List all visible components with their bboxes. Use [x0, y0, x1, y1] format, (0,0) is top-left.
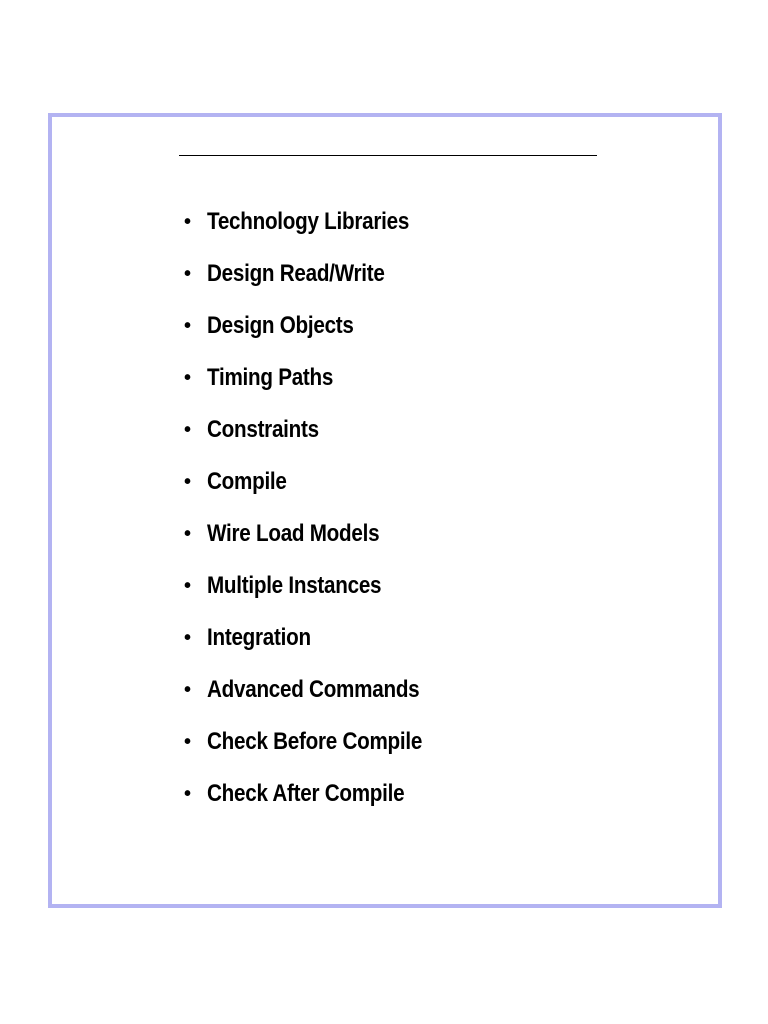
list-item: [179, 560, 457, 612]
topic-label: Constraints: [207, 416, 319, 443]
topic-label: Design Read/Write: [207, 260, 385, 287]
topic-label: Advanced Commands: [207, 676, 420, 703]
slide-frame: [48, 113, 722, 908]
topic-label: Compile: [207, 468, 287, 495]
list-item: [179, 300, 457, 352]
bullet-icon: •: [184, 574, 192, 597]
bullet-icon: •: [184, 730, 192, 753]
bullet-icon: •: [184, 262, 192, 285]
list-item: [179, 664, 457, 716]
bullet-icon: •: [184, 210, 192, 233]
list-item: [179, 508, 457, 560]
list-item: [179, 716, 457, 768]
topic-label: Technology Libraries: [207, 208, 410, 235]
bullet-icon: •: [184, 626, 192, 649]
list-item: [179, 248, 457, 300]
bullet-icon: •: [184, 782, 192, 805]
topic-label: Integration: [207, 624, 311, 651]
topic-label: Multiple Instances: [207, 572, 382, 599]
list-item: [179, 404, 457, 456]
topic-label: Wire Load Models: [207, 520, 380, 547]
topic-label: Design Objects: [207, 312, 354, 339]
bullet-icon: •: [184, 678, 192, 701]
list-item: [179, 768, 457, 820]
list-item: [179, 352, 457, 404]
topic-label: Check After Compile: [207, 780, 405, 807]
topic-label: Timing Paths: [207, 364, 334, 391]
list-item: [179, 196, 457, 248]
bullet-icon: •: [184, 522, 192, 545]
bullet-icon: •: [184, 366, 192, 389]
bullet-icon: •: [184, 470, 192, 493]
list-item: [179, 456, 457, 508]
bullet-icon: •: [184, 418, 192, 441]
topic-list: [179, 196, 457, 820]
topic-label: Check Before Compile: [207, 728, 423, 755]
title-underline: [179, 155, 597, 156]
list-item: [179, 612, 457, 664]
bullet-icon: •: [184, 314, 192, 337]
